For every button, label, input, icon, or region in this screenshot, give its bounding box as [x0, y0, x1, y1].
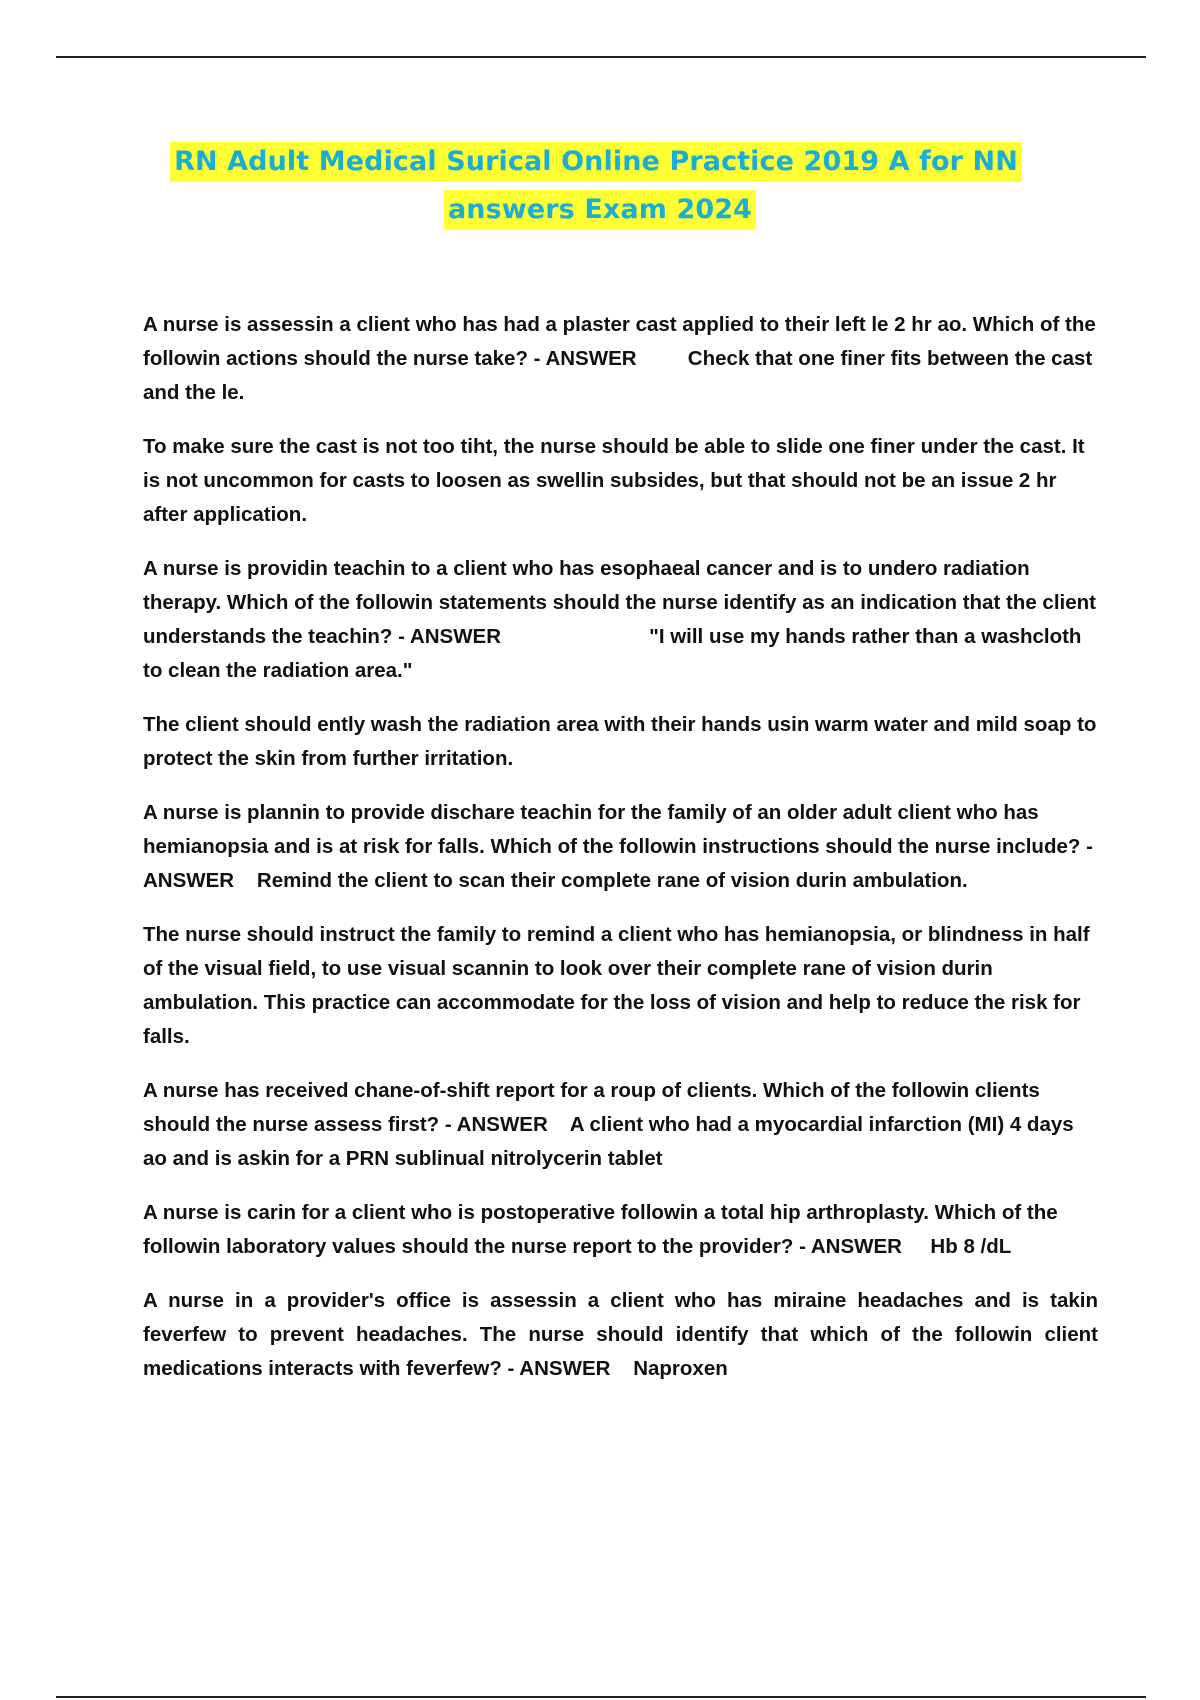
top-rule: [56, 56, 1146, 58]
question-hemianopsia: A nurse is plannin to provide dischare teachin for the family of an older adult client who has hemianopsia and is at risk for falls. Which of the followin instructions should the nurse include? - ANSWER Remind the client to scan their complete rane of vision durin ambulation.: [143, 801, 1098, 892]
rationale-radiation-teaching: The client should ently wash the radiation area with their hands usin warm water and mild soap to protect the skin from further irritation.: [143, 713, 1103, 770]
question-assess-first: A nurse has received chane-of-shift report for a roup of clients. Which of the followin clients should the nurse assess first? - ANSWER A client who had a myocardial infarction (MI) 4 days ao and is askin for a PRN sublinual nitrolycerin tablet: [143, 1079, 1080, 1170]
question-cast-check: A nurse is assessin a client who has had a plaster cast applied to their left le 2 hr ao. Which of the followin actions should the nurse take? - ANSWER Check that one finer fits between the cast and the le.: [143, 313, 1102, 404]
rationale-cast-check: To make sure the cast is not too tiht, the nurse should be able to slide one finer under the cast. It is not uncommon for casts to loosen as swellin subsides, but that should not be an issue 2 hr after application.: [143, 435, 1091, 526]
document-title: [0, 142, 1200, 230]
title-line-2: answers Exam 2024: [444, 190, 756, 230]
document-body: [143, 308, 1104, 1406]
rationale-hemianopsia: The nurse should instruct the family to remind a client who has hemianopsia, or blindness in half of the visual field, to use visual scannin to look over their complete rane of vision durin ambulation. This practice can accommodate for the loss of vision and help to reduce the risk for falls.: [143, 923, 1096, 1048]
question-feverfew: A nurse in a provider's office is assessin a client who has miraine headaches and is takin feverfew to prevent headaches. The nurse should identify that which of the followin client medications interacts with feverfew? - ANSWER Naproxen: [143, 1289, 1104, 1380]
bottom-rule: [56, 1696, 1146, 1698]
question-radiation-teaching: A nurse is providin teachin to a client who has esophaeal cancer and is to undero radiation therapy. Which of the followin statements should the nurse identify as an indication that the client understands the teachin? - ANSWER "I will use my hands rather than a washcloth to clean the radiation area.": [143, 557, 1102, 682]
question-lab-values: A nurse is carin for a client who is postoperative followin a total hip arthroplasty. Which of the followin laboratory values should the nurse report to the provider? - ANSWER Hb 8 /dL: [143, 1201, 1064, 1258]
title-line-1: RN Adult Medical Surical Online Practice 2019 A for NN: [170, 142, 1022, 182]
